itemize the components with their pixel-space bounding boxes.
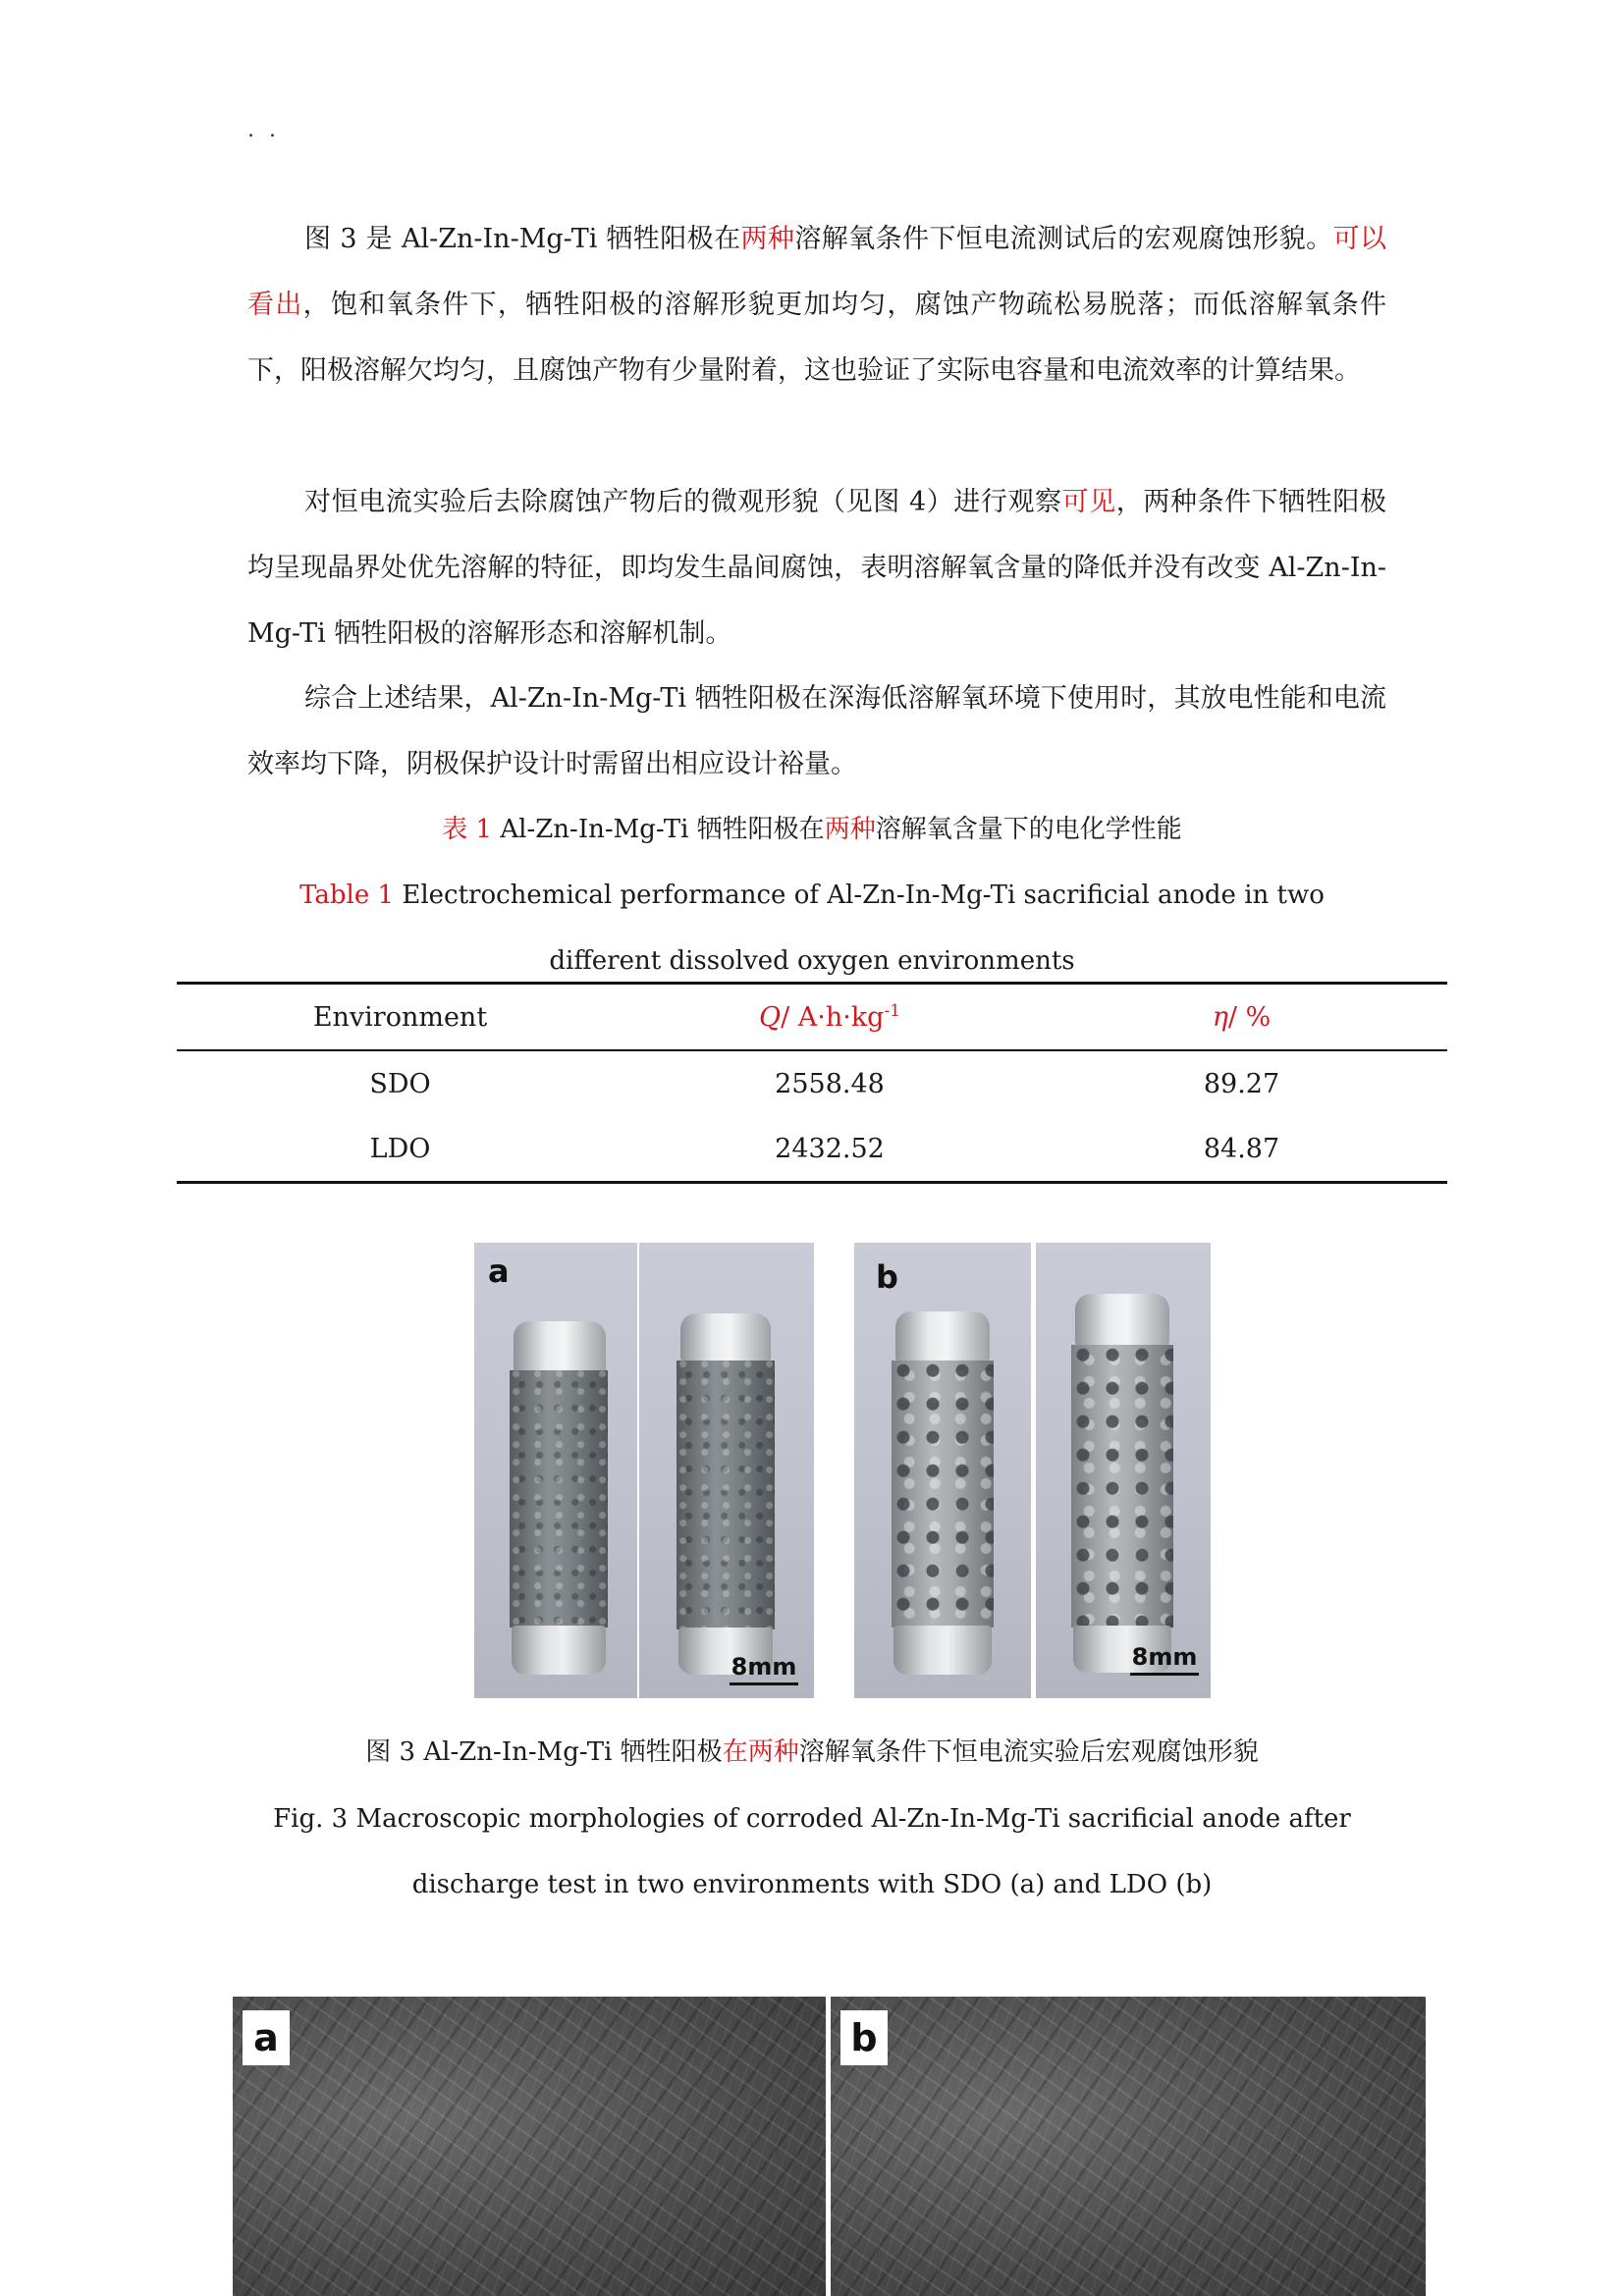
photo-b-right <box>1036 1243 1211 1698</box>
paragraph-2 <box>247 469 1386 667</box>
row-sdo-q: 2558.48 <box>775 1068 885 1099</box>
figure3-caption-en: Fig. 3 Macroscopic morphologies of corroded Al-Zn-In-Mg-Ti sacrificial anode after discharge test in two environments with SDO (a) and LDO (b) <box>273 1804 1351 1899</box>
figure3-label-b: b <box>876 1258 898 1296</box>
figure3-caption-cn <box>177 1720 1447 1786</box>
rod-corroded-body <box>510 1370 608 1628</box>
rod-pitted-body <box>1071 1345 1173 1628</box>
p1-highlight-two-kinds: 两种 <box>740 224 795 254</box>
table1-caption-en <box>177 863 1447 994</box>
p2-text-c: ，两种条件下牺牲阳极均呈现晶界处优先溶解的特征，即均发生晶间腐蚀，表明溶解氧含量的降低并没有改变 Al-Zn-In-Mg-Ti 牺牲阳极的溶解形态和溶解机制。 <box>247 487 1387 649</box>
paragraph-3: 综合上述结果，Al-Zn-In-Mg-Ti 牺牲阳极在深海低溶解氧环境下使用时，其放电性能和电流效率均下降，阴极保护设计时需留出相应设计裕量。 <box>247 683 1386 779</box>
row-ldo-env: LDO <box>369 1133 431 1164</box>
figure4-label-b: b <box>840 2010 888 2065</box>
fig3-caption-cn-c: 溶解氧条件下恒电流实验后宏观腐蚀形貌 <box>798 1737 1259 1767</box>
rod-top-cap <box>895 1311 990 1364</box>
q-symbol: Q <box>758 1001 782 1033</box>
table1-caption-en-text: Electrochemical performance of Al-Zn-In-Mg-Ti sacrificial anode in two different dissolved oxygen environments <box>394 881 1325 976</box>
sem-image-a <box>233 1997 826 2296</box>
header-capacity <box>623 984 1036 1051</box>
scale-label-a: 8mm <box>731 1653 797 1681</box>
table-row <box>177 1116 1447 1183</box>
photo-a-left <box>474 1243 637 1698</box>
table-row <box>177 1050 1447 1116</box>
row-sdo-env: SDO <box>369 1068 431 1099</box>
eta-unit: / % <box>1227 1001 1272 1033</box>
table1-label-en: Table 1 <box>299 881 395 910</box>
fig3-caption-cn-a: 图 3 Al-Zn-In-Mg-Ti 牺牲阳极 <box>365 1737 723 1767</box>
scale-bar-b <box>1130 1643 1199 1676</box>
table1-caption-cn-a: Al-Zn-In-Mg-Ti 牺牲阳极在 <box>492 815 825 844</box>
row-ldo-q: 2432.52 <box>775 1133 885 1164</box>
table1-caption-cn-c: 溶解氧含量下的电化学性能 <box>875 815 1182 844</box>
p1-highlight-visible: 可以看出 <box>247 224 1387 320</box>
table-header-row <box>177 984 1447 1051</box>
photo-b-left <box>854 1243 1031 1698</box>
sem-image-b <box>831 1997 1426 2296</box>
scale-bar-a <box>730 1653 798 1685</box>
table1-label-cn: 表 1 <box>442 815 493 844</box>
header-environment: Environment <box>312 1001 488 1033</box>
scale-label-b: 8mm <box>1131 1643 1198 1671</box>
q-unit: / A·h·kg <box>781 1001 885 1033</box>
rod-bottom-cap <box>893 1626 992 1675</box>
table1-caption-cn-highlight: 两种 <box>824 815 876 844</box>
fig3-caption-cn-highlight: 在两种 <box>722 1737 799 1767</box>
rod-top-cap <box>1075 1294 1169 1349</box>
table1 <box>177 982 1447 1184</box>
row-ldo-eta: 84.87 <box>1203 1133 1280 1164</box>
eta-symbol: η <box>1212 1001 1228 1033</box>
photo-a-right <box>639 1243 814 1698</box>
p1-text-a: 图 3 是 Al-Zn-In-Mg-Ti 牺牲阳极在 <box>304 224 741 254</box>
paragraph-1 <box>247 206 1386 403</box>
q-exponent: -1 <box>884 1000 901 1021</box>
rod-pitted-body <box>892 1361 994 1628</box>
header-efficiency <box>1036 984 1447 1051</box>
p1-text-e: ，饱和氧条件下，牺牲阳极的溶解形貌更加均匀，腐蚀产物疏松易脱落；而低溶解氧条件下，阳极溶解欠均匀，且腐蚀产物有少量附着，这也验证了实际电容量和电流效率的计算结果。 <box>247 290 1387 386</box>
table1-caption-cn <box>177 797 1447 863</box>
rod-top-cap <box>514 1321 606 1376</box>
rod-top-cap <box>680 1313 771 1364</box>
rod-bottom-cap <box>512 1626 606 1675</box>
p2-highlight-visible: 可见 <box>1061 487 1116 517</box>
row-sdo-eta: 89.27 <box>1203 1068 1280 1099</box>
header-marks: . . <box>247 118 280 142</box>
p1-text-c: 溶解氧条件下恒电流测试后的宏观腐蚀形貌。 <box>794 224 1333 254</box>
p2-text-a: 对恒电流实验后去除腐蚀产物后的微观形貌（见图 4）进行观察 <box>304 487 1062 517</box>
rod-corroded-body <box>677 1361 775 1629</box>
figure3-label-a: a <box>488 1253 510 1290</box>
figure4-label-a: a <box>243 2010 290 2065</box>
